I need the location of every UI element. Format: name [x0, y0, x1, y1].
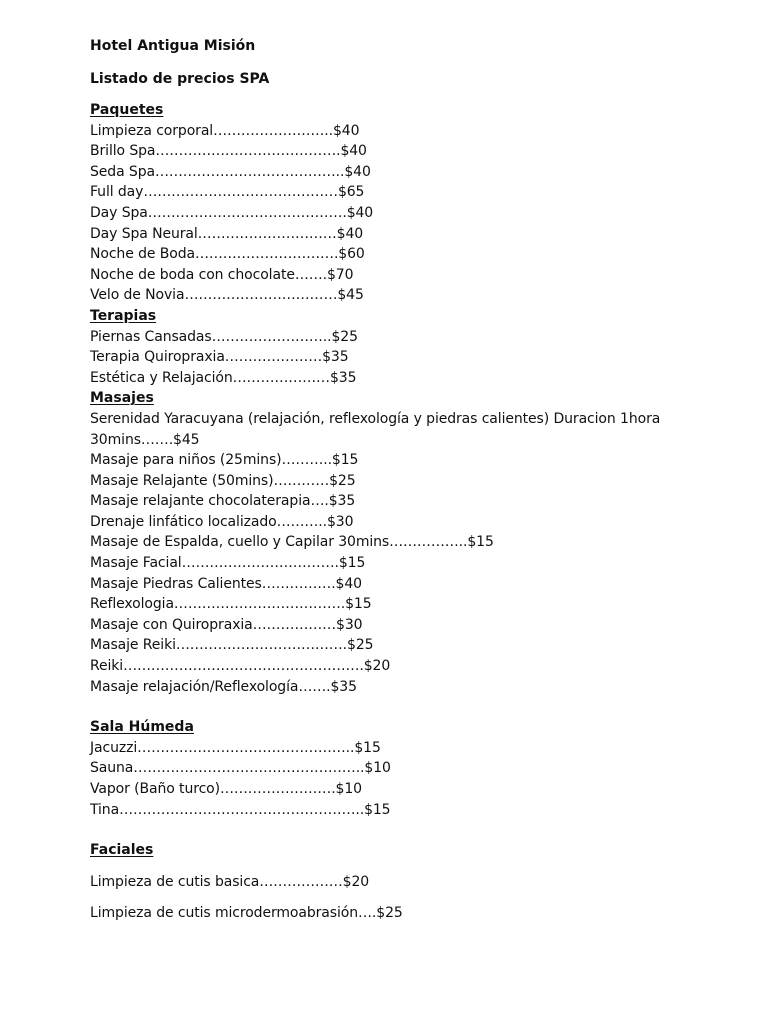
list-item: Terapia Quiropraxia…………………$35	[90, 349, 349, 366]
list-item: Masaje Relajante (50mins)…………$25	[90, 472, 356, 489]
list-item: Reflexologia……………………………….$15	[90, 596, 372, 613]
section-title-faciales: Faciales	[90, 842, 154, 859]
list-item: Serenidad Yaracuyana (relajación, reflexología y piedras calientes) Duracion 1hora 30mins…….$45	[90, 410, 661, 448]
list-item: Masaje Facial…………………………….$15	[90, 555, 366, 572]
list-item: Estética y Relajación…………………$35	[90, 369, 357, 386]
list-item: Seda Spa…………………………………..$40	[90, 163, 371, 180]
list-item: Sauna…………………………………………..$10	[90, 760, 391, 777]
list-item: Noche de boda con chocolate…….$70	[90, 266, 354, 283]
list-item: Full day……………………………………$65	[90, 184, 365, 201]
price-list-document	[90, 36, 750, 924]
list-item: Piernas Cansadas……………………..$25	[90, 328, 358, 345]
list-item: Drenaje linfático localizado………..$30	[90, 513, 354, 530]
list-item: Masaje Piedras Calientes…………….$40	[90, 575, 362, 592]
section-title-terapias: Terapias	[90, 307, 157, 324]
hotel-name: Hotel Antigua Misión	[90, 38, 256, 54]
list-item: Limpieza de cutis basica………………$20	[90, 873, 370, 890]
list-item: Masaje relajante chocolaterapia….$35	[90, 493, 356, 510]
section-title-paquetes: Paquetes	[90, 102, 164, 118]
section-title-masajes: Masajes	[90, 390, 154, 407]
list-item: Noche de Boda………………………….$60	[90, 246, 365, 263]
list-item: Masaje con Quiropraxia………………$30	[90, 616, 363, 633]
list-item: Masaje Reiki……………………………….$25	[90, 637, 374, 654]
price-list-title: Listado de precios SPA	[90, 71, 270, 87]
list-item: Jacuzzi………………………………………..$15	[90, 739, 381, 756]
list-item: Vapor (Baño turco)…………………….$10	[90, 781, 362, 797]
list-item: Reiki…………………………………………….$20	[90, 658, 391, 675]
list-item: Velo de Novia……………………………$45	[90, 287, 364, 304]
list-item: Masaje de Espalda, cuello y Capilar 30mins……………..$15	[90, 534, 494, 551]
list-item: Masaje relajación/Reflexología…….$35	[90, 678, 357, 695]
list-item: Brillo Spa………………………………….$40	[90, 143, 367, 160]
list-item: Day Spa Neural…………………………$40	[90, 225, 364, 242]
list-item: Day Spa…………………………………….$40	[90, 204, 374, 221]
section-title-sala-humeda: Sala Húmeda	[90, 719, 194, 736]
list-item: Masaje para niños (25mins)………..$15	[90, 452, 359, 469]
list-item: Tina……………………………………………..$15	[90, 801, 391, 818]
list-item: Limpieza corporal……………………..$40	[90, 122, 360, 139]
list-item: Limpieza de cutis microdermoabrasión….$25	[90, 905, 403, 922]
